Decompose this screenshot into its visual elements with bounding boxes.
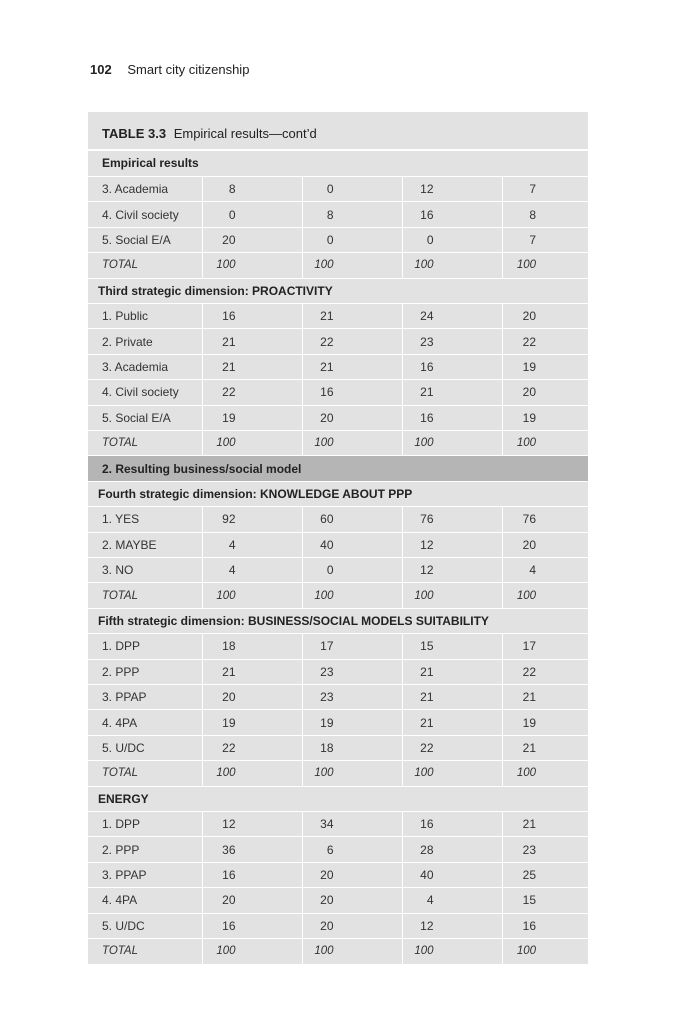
table-caption-label: TABLE 3.3 bbox=[102, 126, 167, 141]
section-heading: ENERGY bbox=[88, 786, 588, 811]
table-row bbox=[88, 862, 588, 887]
value-cell: 7 bbox=[502, 176, 588, 201]
value-cell: 100 bbox=[202, 939, 302, 964]
value-cell: 4 bbox=[202, 532, 302, 557]
value-cell: 21 bbox=[502, 735, 588, 760]
row-label: 3. PPAP bbox=[88, 862, 202, 887]
row-label: 2. Private bbox=[88, 329, 202, 354]
table-row bbox=[88, 812, 588, 837]
row-label: 4. 4PA bbox=[88, 710, 202, 735]
value-cell: 22 bbox=[302, 329, 402, 354]
row-label: 3. Academia bbox=[88, 354, 202, 379]
value-cell: 76 bbox=[402, 507, 502, 532]
value-cell: 21 bbox=[302, 354, 402, 379]
table-row bbox=[88, 176, 588, 201]
value-cell: 40 bbox=[302, 532, 402, 557]
value-cell: 100 bbox=[302, 253, 402, 278]
table-section-row bbox=[88, 456, 588, 481]
value-cell: 19 bbox=[302, 710, 402, 735]
value-cell: 76 bbox=[502, 507, 588, 532]
table-section-row bbox=[88, 786, 588, 811]
table-row bbox=[88, 507, 588, 532]
section-heading: 2. Resulting business/social model bbox=[88, 456, 588, 481]
row-label: 3. NO bbox=[88, 558, 202, 583]
row-label: 2. PPP bbox=[88, 837, 202, 862]
table-row bbox=[88, 888, 588, 913]
value-cell: 21 bbox=[402, 685, 502, 710]
value-cell: 19 bbox=[202, 405, 302, 430]
value-cell: 28 bbox=[402, 837, 502, 862]
table-row bbox=[88, 913, 588, 938]
table-total-row bbox=[88, 430, 588, 455]
row-label: 5. Social E/A bbox=[88, 227, 202, 252]
row-label: 4. 4PA bbox=[88, 888, 202, 913]
value-cell: 20 bbox=[202, 227, 302, 252]
table-row bbox=[88, 405, 588, 430]
table-row bbox=[88, 685, 588, 710]
table-row bbox=[88, 329, 588, 354]
value-cell: 100 bbox=[502, 430, 588, 455]
value-cell: 12 bbox=[402, 558, 502, 583]
value-cell: 21 bbox=[302, 303, 402, 328]
value-cell: 23 bbox=[402, 329, 502, 354]
table-row bbox=[88, 634, 588, 659]
value-cell: 12 bbox=[402, 913, 502, 938]
value-cell: 4 bbox=[502, 558, 588, 583]
value-cell: 22 bbox=[502, 329, 588, 354]
value-cell: 22 bbox=[202, 380, 302, 405]
value-cell: 0 bbox=[302, 227, 402, 252]
table-section-row bbox=[88, 151, 588, 176]
value-cell: 100 bbox=[402, 761, 502, 786]
table-caption-title: Empirical results—cont’d bbox=[173, 126, 317, 141]
value-cell: 12 bbox=[402, 176, 502, 201]
value-cell: 23 bbox=[502, 837, 588, 862]
value-cell: 19 bbox=[202, 710, 302, 735]
value-cell: 21 bbox=[202, 354, 302, 379]
value-cell: 0 bbox=[302, 176, 402, 201]
value-cell: 36 bbox=[202, 837, 302, 862]
value-cell: 100 bbox=[502, 583, 588, 608]
value-cell: 18 bbox=[202, 634, 302, 659]
value-cell: 21 bbox=[402, 710, 502, 735]
row-label: TOTAL bbox=[88, 253, 202, 278]
value-cell: 23 bbox=[302, 685, 402, 710]
value-cell: 20 bbox=[302, 405, 402, 430]
value-cell: 100 bbox=[202, 253, 302, 278]
value-cell: 25 bbox=[502, 862, 588, 887]
table-total-row bbox=[88, 253, 588, 278]
value-cell: 16 bbox=[202, 862, 302, 887]
value-cell: 17 bbox=[302, 634, 402, 659]
running-title: Smart city citizenship bbox=[127, 62, 250, 77]
data-table bbox=[88, 151, 588, 965]
value-cell: 16 bbox=[402, 202, 502, 227]
value-cell: 100 bbox=[302, 430, 402, 455]
table-section-row bbox=[88, 278, 588, 303]
table-row bbox=[88, 659, 588, 684]
value-cell: 4 bbox=[402, 888, 502, 913]
table-row bbox=[88, 227, 588, 252]
row-label: TOTAL bbox=[88, 430, 202, 455]
row-label: 4. Civil society bbox=[88, 202, 202, 227]
value-cell: 16 bbox=[402, 354, 502, 379]
value-cell: 100 bbox=[202, 761, 302, 786]
value-cell: 19 bbox=[502, 354, 588, 379]
value-cell: 21 bbox=[502, 685, 588, 710]
value-cell: 21 bbox=[502, 812, 588, 837]
value-cell: 100 bbox=[502, 253, 588, 278]
table-row bbox=[88, 710, 588, 735]
value-cell: 100 bbox=[502, 939, 588, 964]
table-row bbox=[88, 354, 588, 379]
value-cell: 8 bbox=[202, 176, 302, 201]
value-cell: 16 bbox=[202, 913, 302, 938]
table-row bbox=[88, 735, 588, 760]
value-cell: 21 bbox=[202, 659, 302, 684]
row-label: TOTAL bbox=[88, 761, 202, 786]
value-cell: 40 bbox=[402, 862, 502, 887]
value-cell: 100 bbox=[202, 430, 302, 455]
value-cell: 21 bbox=[402, 380, 502, 405]
value-cell: 18 bbox=[302, 735, 402, 760]
section-heading: Fourth strategic dimension: KNOWLEDGE ABOUT PPP bbox=[88, 481, 588, 506]
value-cell: 100 bbox=[302, 583, 402, 608]
value-cell: 20 bbox=[502, 303, 588, 328]
value-cell: 100 bbox=[202, 583, 302, 608]
value-cell: 20 bbox=[502, 380, 588, 405]
value-cell: 8 bbox=[302, 202, 402, 227]
table-row bbox=[88, 202, 588, 227]
page-number: 102 bbox=[90, 62, 112, 77]
running-head bbox=[90, 62, 249, 77]
value-cell: 92 bbox=[202, 507, 302, 532]
value-cell: 20 bbox=[302, 888, 402, 913]
table-total-row bbox=[88, 761, 588, 786]
row-label: 4. Civil society bbox=[88, 380, 202, 405]
row-label: 2. PPP bbox=[88, 659, 202, 684]
value-cell: 16 bbox=[402, 405, 502, 430]
value-cell: 16 bbox=[502, 913, 588, 938]
row-label: TOTAL bbox=[88, 939, 202, 964]
table-row bbox=[88, 558, 588, 583]
section-heading: Fifth strategic dimension: BUSINESS/SOCIAL MODELS SUITABILITY bbox=[88, 608, 588, 633]
value-cell: 34 bbox=[302, 812, 402, 837]
value-cell: 15 bbox=[402, 634, 502, 659]
value-cell: 12 bbox=[402, 532, 502, 557]
row-label: TOTAL bbox=[88, 583, 202, 608]
value-cell: 22 bbox=[202, 735, 302, 760]
value-cell: 17 bbox=[502, 634, 588, 659]
value-cell: 16 bbox=[202, 303, 302, 328]
table-section-row bbox=[88, 481, 588, 506]
value-cell: 21 bbox=[402, 659, 502, 684]
value-cell: 23 bbox=[302, 659, 402, 684]
row-label: 1. Public bbox=[88, 303, 202, 328]
row-label: 1. DPP bbox=[88, 812, 202, 837]
value-cell: 100 bbox=[302, 761, 402, 786]
table-row bbox=[88, 303, 588, 328]
value-cell: 0 bbox=[302, 558, 402, 583]
value-cell: 15 bbox=[502, 888, 588, 913]
value-cell: 16 bbox=[302, 380, 402, 405]
table-section-row bbox=[88, 608, 588, 633]
row-label: 5. Social E/A bbox=[88, 405, 202, 430]
value-cell: 100 bbox=[402, 583, 502, 608]
table-row bbox=[88, 380, 588, 405]
value-cell: 19 bbox=[502, 405, 588, 430]
value-cell: 4 bbox=[202, 558, 302, 583]
value-cell: 20 bbox=[302, 862, 402, 887]
value-cell: 100 bbox=[402, 430, 502, 455]
value-cell: 60 bbox=[302, 507, 402, 532]
value-cell: 8 bbox=[502, 202, 588, 227]
row-label: 2. MAYBE bbox=[88, 532, 202, 557]
value-cell: 21 bbox=[202, 329, 302, 354]
value-cell: 20 bbox=[202, 685, 302, 710]
value-cell: 20 bbox=[202, 888, 302, 913]
value-cell: 19 bbox=[502, 710, 588, 735]
row-label: 3. PPAP bbox=[88, 685, 202, 710]
value-cell: 20 bbox=[502, 532, 588, 557]
row-label: 1. DPP bbox=[88, 634, 202, 659]
row-label: 3. Academia bbox=[88, 176, 202, 201]
value-cell: 6 bbox=[302, 837, 402, 862]
section-heading: Third strategic dimension: PROACTIVITY bbox=[88, 278, 588, 303]
row-label: 5. U/DC bbox=[88, 735, 202, 760]
value-cell: 0 bbox=[202, 202, 302, 227]
table-total-row bbox=[88, 583, 588, 608]
value-cell: 100 bbox=[302, 939, 402, 964]
value-cell: 7 bbox=[502, 227, 588, 252]
value-cell: 16 bbox=[402, 812, 502, 837]
row-label: 1. YES bbox=[88, 507, 202, 532]
value-cell: 22 bbox=[502, 659, 588, 684]
table-row bbox=[88, 532, 588, 557]
value-cell: 20 bbox=[302, 913, 402, 938]
value-cell: 0 bbox=[402, 227, 502, 252]
value-cell: 24 bbox=[402, 303, 502, 328]
row-label: 5. U/DC bbox=[88, 913, 202, 938]
value-cell: 100 bbox=[402, 253, 502, 278]
section-heading: Empirical results bbox=[88, 151, 588, 176]
value-cell: 100 bbox=[402, 939, 502, 964]
table-caption bbox=[88, 112, 588, 151]
value-cell: 22 bbox=[402, 735, 502, 760]
table-row bbox=[88, 837, 588, 862]
value-cell: 100 bbox=[502, 761, 588, 786]
table-total-row bbox=[88, 939, 588, 964]
results-table bbox=[88, 112, 588, 965]
value-cell: 12 bbox=[202, 812, 302, 837]
